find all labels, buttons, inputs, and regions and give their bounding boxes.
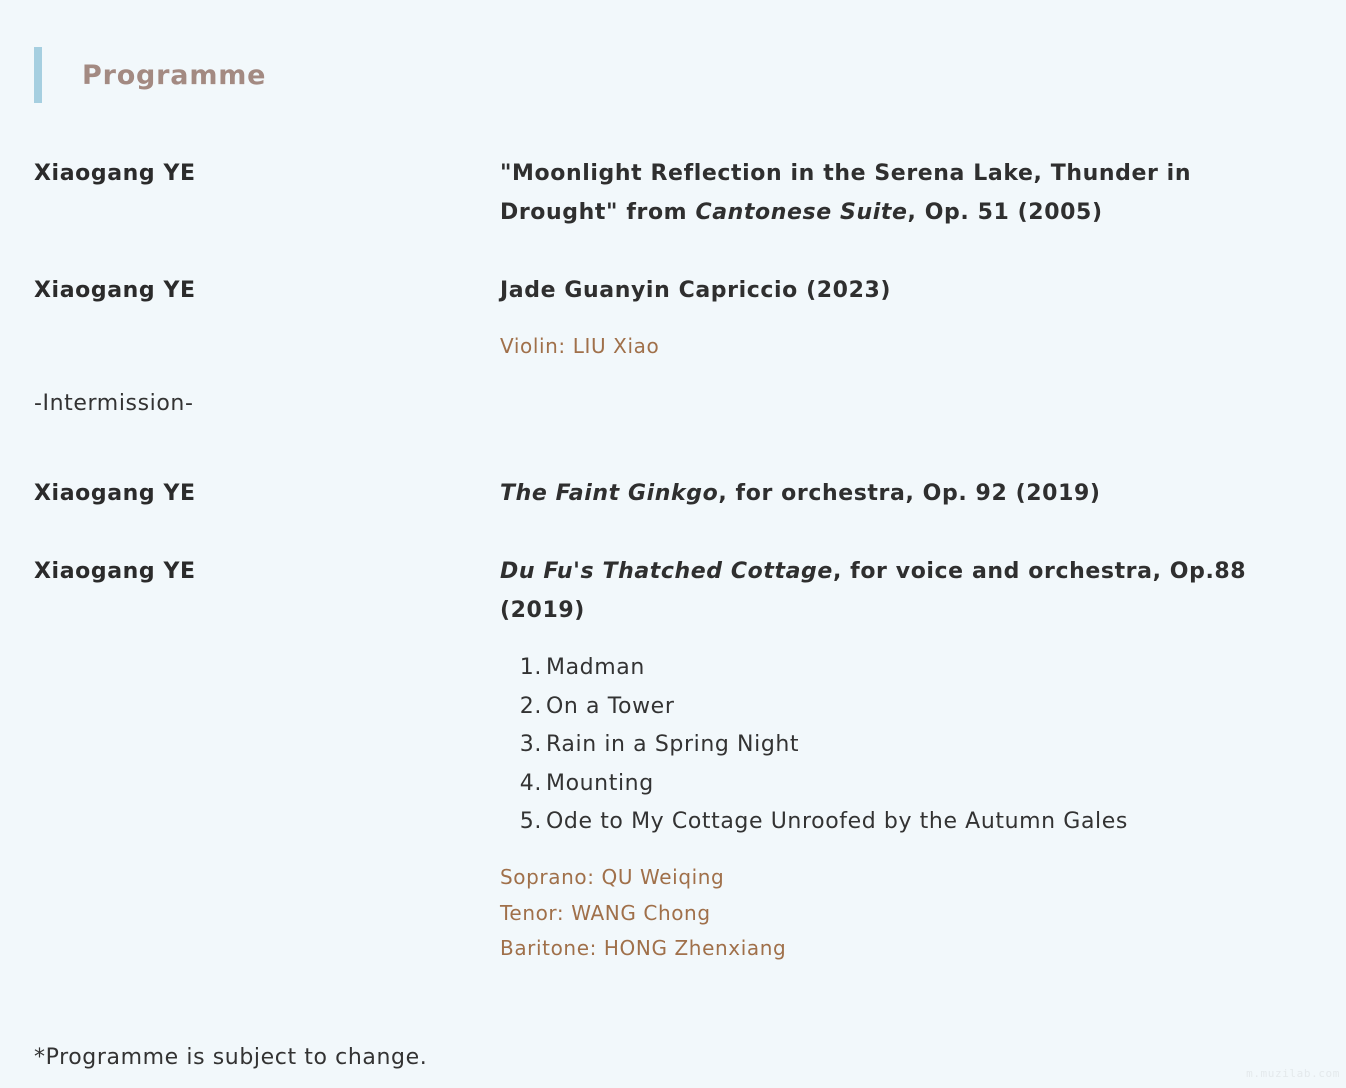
work-title-italic: Cantonese Suite [695, 200, 908, 225]
movement-item [510, 688, 1128, 727]
movement-number: 5. [519, 809, 542, 834]
movement-title: Rain in a Spring Night [546, 732, 800, 757]
work-title-suffix: , Op. 51 (2005) [907, 200, 1103, 225]
page-title: Programme [82, 59, 267, 91]
movement-number: 4. [519, 770, 542, 796]
movement-item [510, 726, 1128, 765]
movement-item [510, 803, 1128, 842]
work-title-italic: The Faint Ginkgo [500, 481, 719, 506]
movement-title: Ode to My Cottage Unroofed by the Autumn Gales [546, 809, 1128, 834]
performer-credit: Soprano: QU Weiqing [500, 865, 725, 889]
programme-heading [34, 47, 266, 103]
work-title-italic: Du Fu's Thatched Cottage [500, 559, 833, 584]
performer-credit: Tenor: WANG Chong [500, 900, 711, 925]
composer-name: Xiaogang YE [34, 481, 196, 506]
work-title: Jade Guanyin Capriccio (2023) [500, 278, 892, 303]
movement-list [510, 649, 1128, 842]
work-title-prefix: "Moonlight Reflection in the Serena Lake, Thunder in Drought" from [500, 161, 1192, 225]
footnote: *Programme is subject to change. [34, 1045, 428, 1070]
movement-item [510, 649, 1128, 688]
composer-name: Xiaogang YE [34, 161, 196, 186]
performer-credit: Baritone: HONG Zhenxiang [500, 936, 787, 960]
work-title [500, 154, 1280, 232]
intermission: -Intermission- [34, 391, 194, 416]
movement-number: 1. [519, 655, 542, 680]
work-title-suffix: , for orchestra, Op. 92 (2019) [718, 481, 1101, 506]
work-title [500, 552, 1280, 630]
composer-name: Xiaogang YE [34, 278, 196, 303]
movement-title: On a Tower [546, 693, 675, 719]
movement-title: Mounting [546, 770, 654, 796]
watermark: m.muzilab.com [1246, 1067, 1340, 1080]
composer-name: Xiaogang YE [34, 559, 196, 584]
movement-number: 3. [519, 732, 542, 757]
performer-credit: Violin: LIU Xiao [500, 334, 660, 358]
work-title [500, 474, 1280, 513]
performer-list [500, 860, 786, 967]
movement-title: Madman [546, 655, 645, 680]
work-title-suffix: , for voice and orchestra, Op.88 (2019) [500, 559, 1247, 623]
movement-item [510, 765, 1128, 804]
movement-number: 2. [519, 693, 542, 719]
